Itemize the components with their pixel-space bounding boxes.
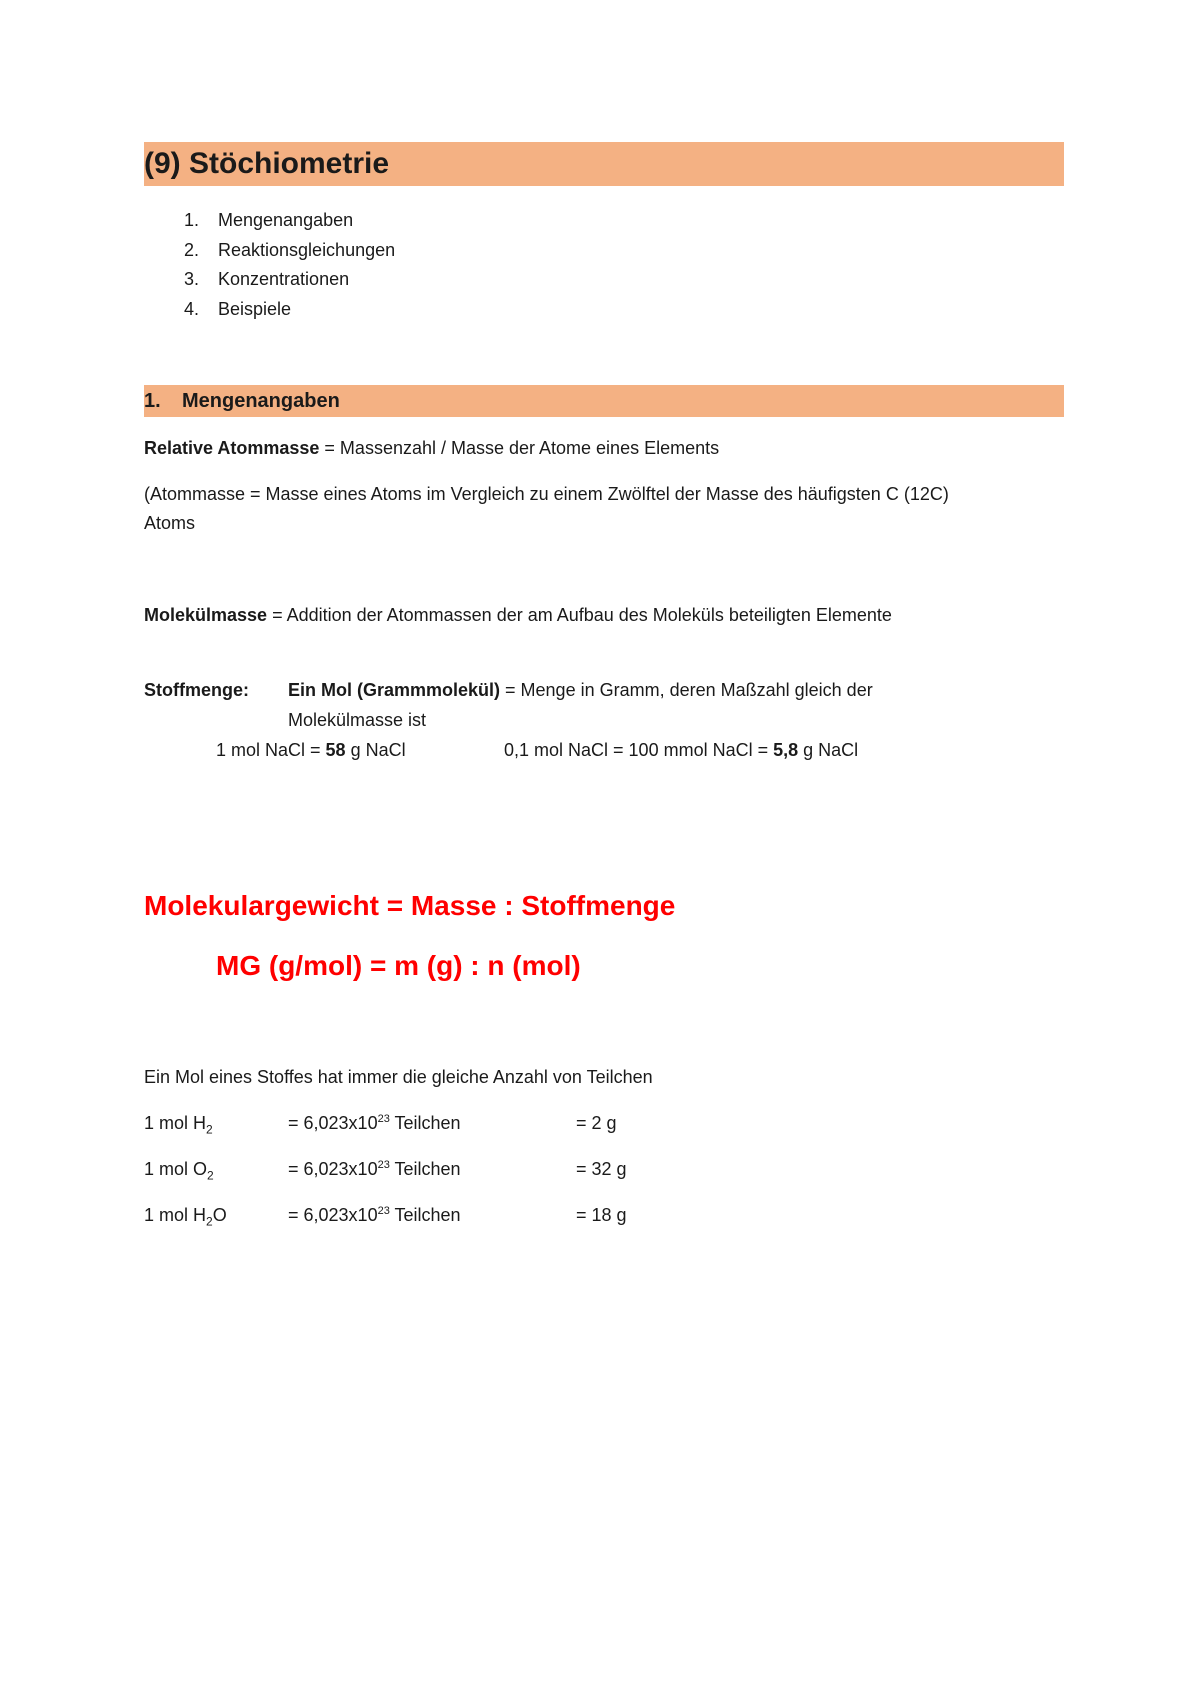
teilchen-mass: = 2 g	[576, 1113, 617, 1133]
toc-item-label: Mengenangaben	[218, 210, 354, 230]
atommasse-note-line1: (Atommasse = Masse eines Atoms im Vergleich zu einem Zwölftel der Masse des häufigsten C (12C)	[144, 484, 949, 504]
stoffmenge-term: Ein Mol (Grammmolekül)	[288, 680, 501, 700]
stoffmenge-def: = Menge in Gramm, deren Maßzahl gleich der	[500, 680, 873, 700]
toc-num: 2.	[184, 240, 200, 260]
stoffmenge-example-2: 0,1 mol NaCl = 100 mmol NaCl = 5,8 g NaCl	[504, 740, 859, 760]
stoffmenge-label: Stoffmenge:	[144, 680, 249, 700]
teilchen-count: = $6,023x10^{23}$ Teilchen	[288, 1205, 461, 1225]
teilchen-count: = $6,023x10^{23}$ Teilchen	[288, 1113, 461, 1133]
section-title: Mengenangaben	[182, 390, 340, 412]
teilchen-intro: Ein Mol eines Stoffes hat immer die gleiche Anzahl von Teilchen	[144, 1067, 653, 1087]
toc-num: 3.	[184, 269, 200, 289]
toc-item	[184, 238, 199, 262]
molekuelmasse-definition	[144, 603, 892, 627]
teilchen-mass: = 32 g	[576, 1159, 627, 1179]
toc-item	[184, 297, 199, 321]
toc-item-label: Reaktionsgleichungen	[218, 240, 396, 260]
toc-num: 1.	[184, 210, 200, 230]
atommasse-note-line2: Atoms	[144, 513, 196, 533]
formula-line-2: MG (g/mol) = m (g) : n (mol)	[216, 950, 581, 981]
atommasse-term: Relative Atommasse	[144, 438, 320, 458]
teilchen-count: = $6,023x10^{23}$ Teilchen	[288, 1159, 461, 1179]
formula-line-1: Molekulargewicht = Masse : Stoffmenge	[144, 890, 676, 921]
stoffmenge-definition	[288, 678, 873, 702]
teilchen-mol: 1 mol $H_2O$	[144, 1205, 227, 1229]
toc-item	[184, 267, 199, 291]
section-number: 1.	[144, 390, 161, 412]
teilchen-mol: 1 mol $H_2$	[144, 1113, 213, 1137]
toc-item-label: Konzentrationen	[218, 269, 350, 289]
atommasse-def: = Massenzahl / Masse der Atome eines Elements	[319, 438, 720, 458]
teilchen-mass: = 18 g	[576, 1205, 627, 1225]
molekuelmasse-term: Molekülmasse	[144, 605, 268, 625]
stoffmenge-example-1: 1 mol NaCl = 58 g NaCl	[216, 740, 406, 760]
molekuelmasse-def: = Addition der Atommassen der am Aufbau des Moleküls beteiligten Elemente	[267, 605, 892, 625]
toc-num: 4.	[184, 299, 200, 319]
stoffmenge-def-line2: Molekülmasse ist	[288, 710, 427, 730]
toc-item-label: Beispiele	[218, 299, 292, 319]
atommasse-definition	[144, 436, 719, 460]
page-title: (9) Stöchiometrie	[144, 147, 390, 180]
teilchen-mol: 1 mol $O_2$	[144, 1159, 214, 1183]
toc-item	[184, 208, 199, 232]
